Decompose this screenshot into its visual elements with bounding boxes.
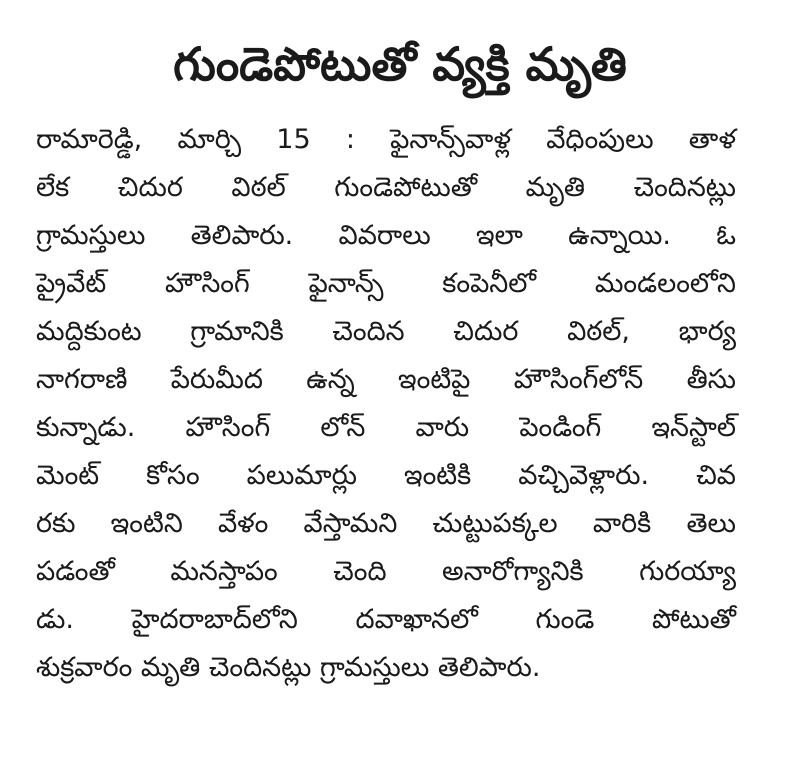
- article-line: మెంట్ కోసం పలుమార్లు ఇంటికి వచ్చివెళ్లారు. చివ: [36, 460, 736, 491]
- article-line: రామారెడ్డి, మార్చి 15 : ఫైనాన్స్‌వాళ్ల వేధింపులు తాళ: [36, 124, 736, 155]
- article-line: కున్నాడు. హౌసింగ్ లోన్ వారు పెండింగ్ ఇన్‌స్టాల్: [36, 412, 736, 443]
- article-line: మద్దికుంట గ్రామానికి చెందిన చిదుర విఠల్, భార్య: [36, 316, 736, 347]
- clipped-previous-text: [40, 0, 160, 6]
- article-line: శుక్రవారం మృతి చెందినట్లు గ్రామస్తులు తెలిపారు.: [36, 652, 541, 683]
- article-line: గ్రామస్తులు తెలిపారు. వివరాలు ఇలా ఉన్నాయి. ఓ: [36, 220, 736, 251]
- clipped-next-headline: [120, 760, 680, 777]
- article-line: డు. హైదరాబాద్‌లోని దవాఖానలో గుండె పోటుతో: [36, 604, 736, 635]
- article-line: పడంతో మనస్తాపం చెంది అనారోగ్యానికి గురయ్యా: [36, 556, 736, 587]
- article-line: రకు ఇంటిని వేళం వేస్తామని చుట్టుపక్కల వారికి తెలు: [36, 508, 736, 539]
- article-line: ప్రైవేట్ హౌసింగ్ ఫైనాన్స్ కంపెనీలో మండలంలోని: [36, 268, 736, 299]
- headline: గుండెపోటుతో వ్యక్తి మృతి: [173, 37, 627, 91]
- article-line: లేక చిదుర విఠల్ గుండెపోటుతో మృతి చెందినట్లు: [36, 172, 736, 203]
- article-body: [36, 116, 736, 692]
- article-line: నాగరాణి పేరుమీద ఉన్న ఇంటిపై హౌసింగ్‌లోన్ తీసు: [36, 364, 736, 395]
